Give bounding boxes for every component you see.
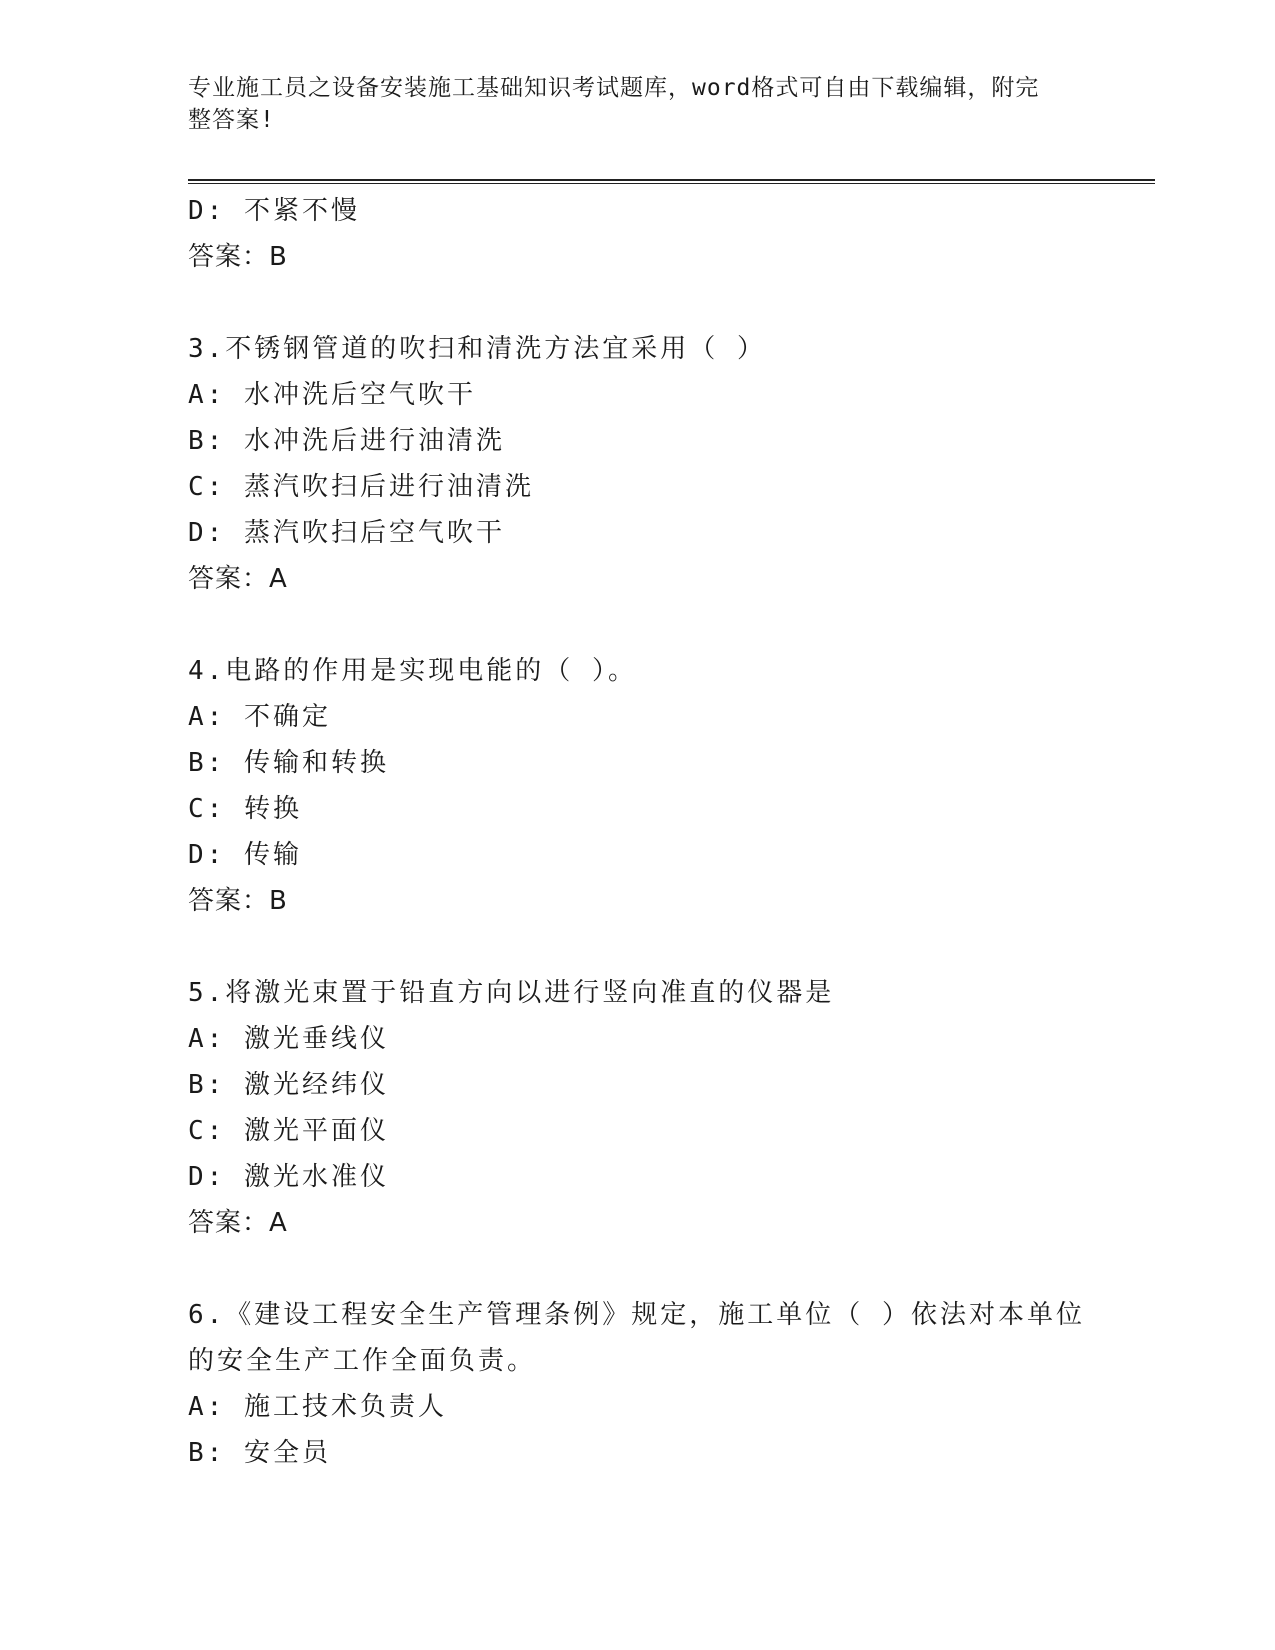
option-a: A: 水冲洗后空气吹干 (188, 380, 476, 410)
question-2-tail (188, 188, 1088, 280)
spacer (188, 280, 1088, 326)
question-4 (188, 648, 1088, 924)
question-list (188, 188, 1088, 1476)
answer-line: 答案：B (188, 886, 288, 916)
question-3 (188, 326, 1088, 602)
spacer (188, 924, 1088, 970)
question-stem-line-2: 的安全生产工作全面负责。 (188, 1346, 537, 1376)
option-b: B: 水冲洗后进行油清洗 (188, 426, 505, 456)
option-d: D: 不紧不慢 (188, 196, 360, 226)
option-a: A: 施工技术负责人 (188, 1392, 447, 1422)
question-stem: 3.不锈钢管道的吹扫和清洗方法宜采用（ ） (188, 334, 766, 364)
option-c: C: 激光平面仪 (188, 1116, 389, 1146)
question-5 (188, 970, 1088, 1246)
header-line-2: 整答案! (188, 107, 275, 133)
question-6 (188, 1292, 1088, 1476)
answer-line: 答案：A (188, 1208, 288, 1238)
question-stem-line-1: 6.《建设工程安全生产管理条例》规定，施工单位（ ）依法对本单位 (188, 1300, 1085, 1330)
option-c: C: 蒸汽吹扫后进行油清洗 (188, 472, 534, 502)
option-a: A: 不确定 (188, 702, 331, 732)
option-a: A: 激光垂线仪 (188, 1024, 389, 1054)
header-divider-thin (188, 183, 1155, 184)
option-b: B: 传输和转换 (188, 748, 389, 778)
option-d: D: 激光水准仪 (188, 1162, 389, 1192)
option-d: D: 传输 (188, 840, 302, 870)
option-c: C: 转换 (188, 794, 302, 824)
option-b: B: 安全员 (188, 1438, 331, 1468)
header-divider-thick (188, 179, 1155, 181)
option-d: D: 蒸汽吹扫后空气吹干 (188, 518, 505, 548)
question-stem: 4.电路的作用是实现电能的（ ）。 (188, 656, 637, 686)
header-line-1: 专业施工员之设备安装施工基础知识考试题库，word格式可自由下载编辑，附完 (188, 75, 1040, 101)
question-stem: 5.将激光束置于铅直方向以进行竖向准直的仪器是 (188, 978, 835, 1008)
option-b: B: 激光经纬仪 (188, 1070, 389, 1100)
answer-line: 答案：B (188, 242, 288, 272)
spacer (188, 1246, 1088, 1292)
document-header (188, 72, 1088, 136)
spacer (188, 602, 1088, 648)
answer-line: 答案：A (188, 564, 288, 594)
